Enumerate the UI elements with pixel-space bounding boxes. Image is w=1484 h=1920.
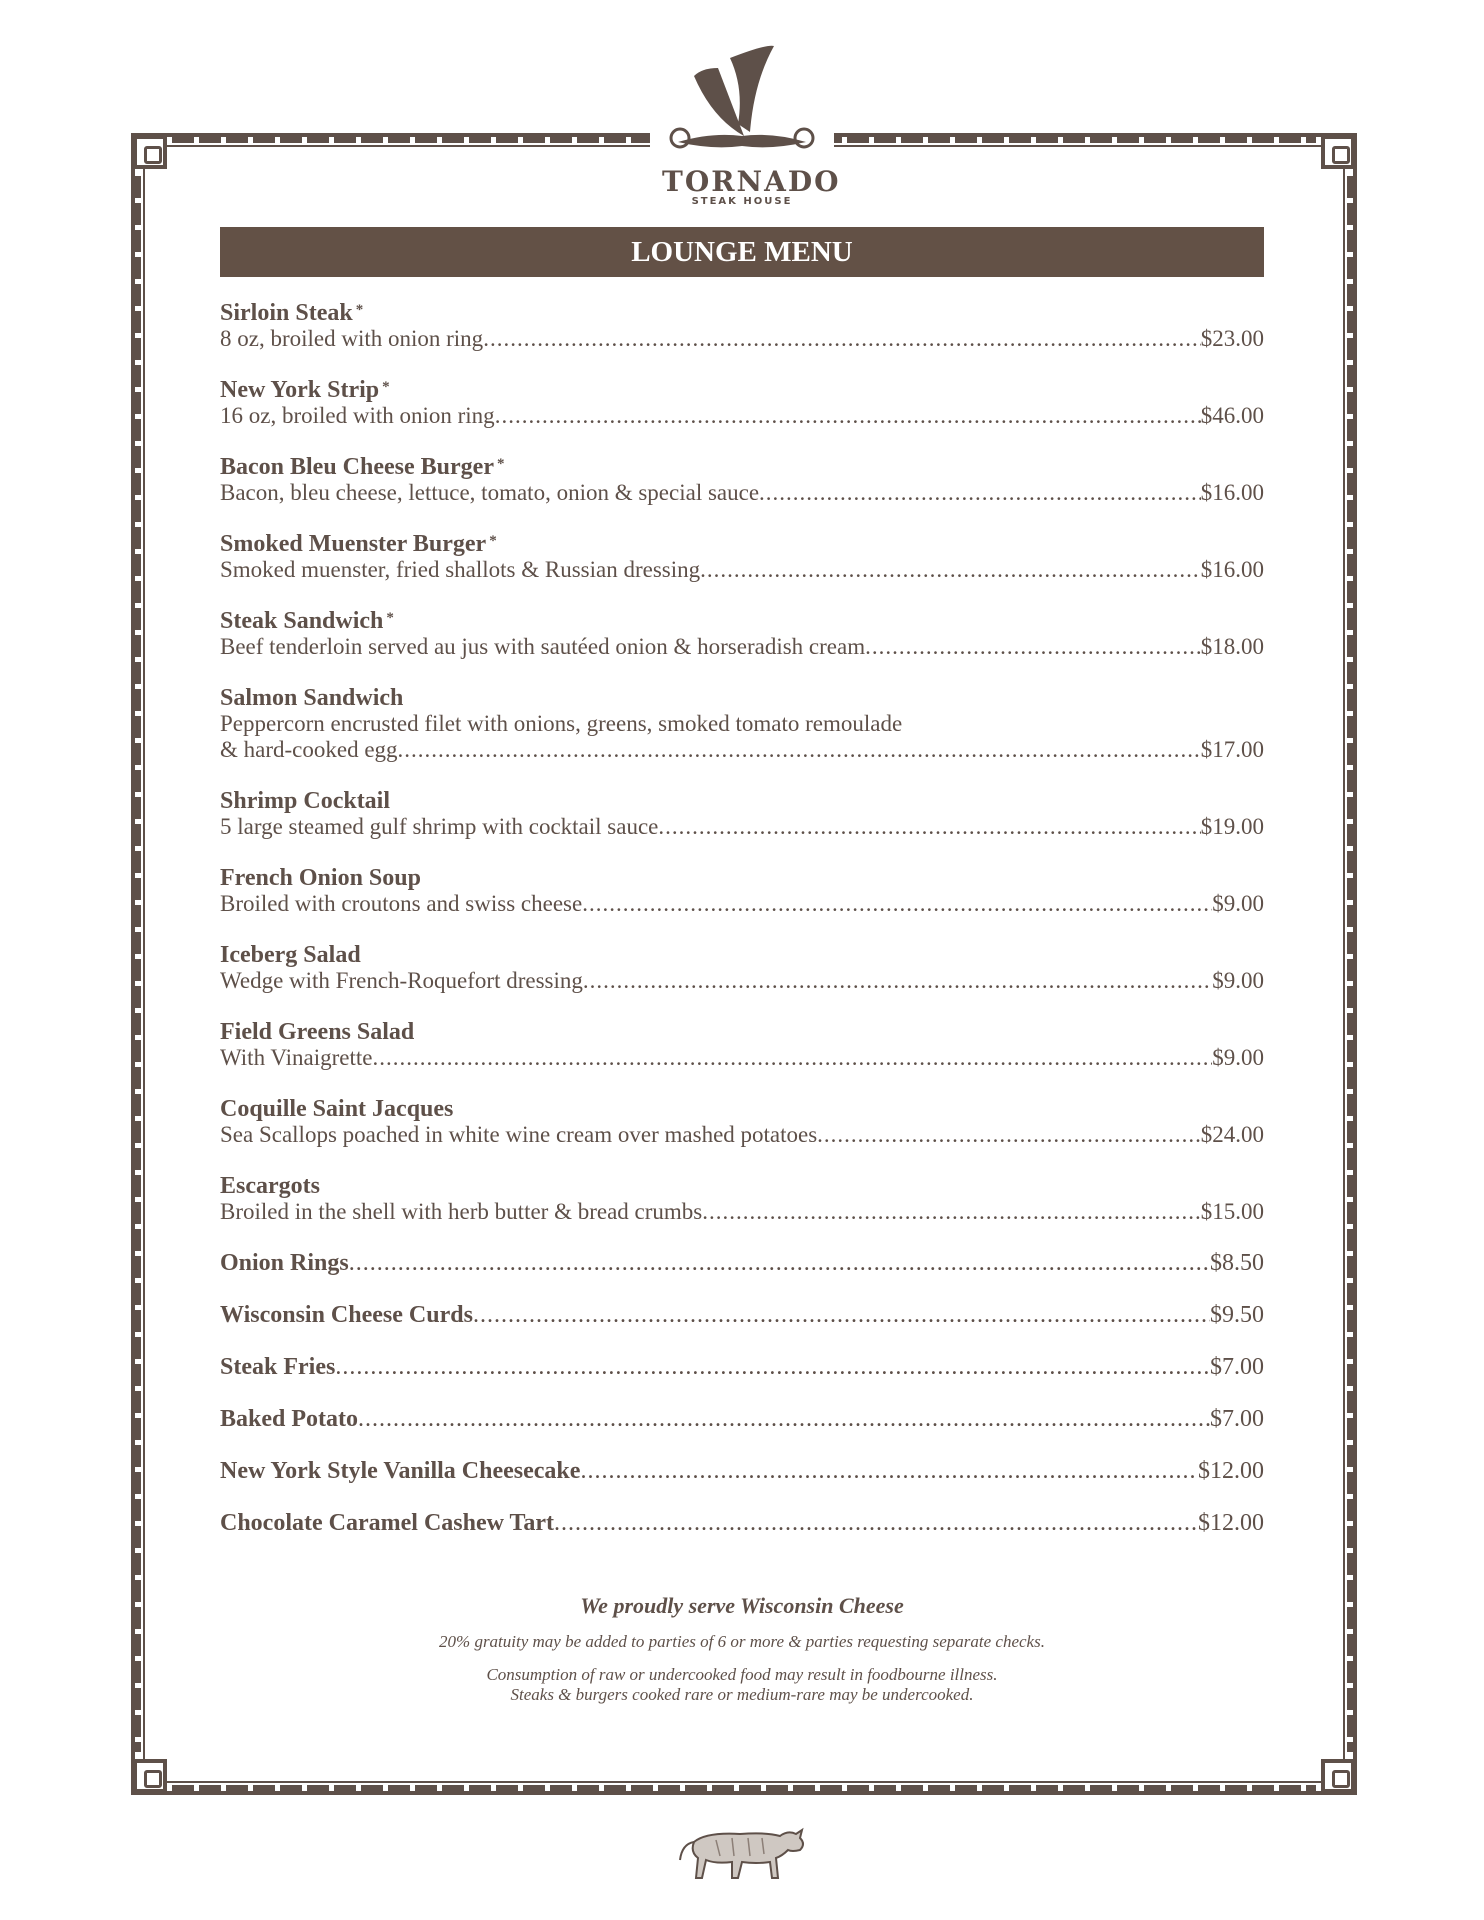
border-rail-left — [135, 176, 141, 1752]
item-price: $15.00 — [1200, 1199, 1264, 1224]
menu-item — [220, 454, 1264, 506]
item-name: Steak Fries — [220, 1354, 336, 1380]
item-description: Wedge with French-Roquefort dressing — [220, 968, 583, 993]
item-price: $46.00 — [1200, 403, 1264, 428]
menu-item — [220, 865, 1264, 917]
item-name: Coquille Saint Jacques — [220, 1096, 454, 1122]
menu-item — [220, 1173, 1264, 1225]
menu-item — [220, 1096, 1264, 1148]
menu-item-simple — [220, 1406, 1264, 1432]
item-name: Shrimp Cocktail — [220, 788, 391, 814]
item-price: $12.00 — [1198, 1458, 1264, 1484]
food-warning-line1: Consumption of raw or undercooked food may result in foodbourne illness. — [486, 1665, 998, 1684]
item-name: Wisconsin Cheese Curds — [220, 1302, 473, 1328]
menu-item — [220, 788, 1264, 840]
star-icon: * — [386, 610, 394, 626]
item-price: $9.00 — [1212, 968, 1264, 993]
star-icon: * — [355, 302, 364, 318]
item-price: $17.00 — [1200, 737, 1264, 762]
brand-subtitle: STEAK HOUSE — [691, 196, 793, 207]
menu-item-simple — [220, 1354, 1264, 1380]
item-description: Bacon, bleu cheese, lettuce, tomato, onion & special sauce — [220, 480, 760, 505]
menu-item — [220, 1019, 1264, 1071]
item-name: French Onion Soup — [220, 865, 421, 891]
border-rail-right — [1347, 176, 1353, 1752]
bull-illustration-icon — [676, 1820, 808, 1886]
item-name: New York Style Vanilla Cheesecake — [220, 1458, 581, 1484]
item-price: $16.00 — [1200, 480, 1264, 505]
item-name: New York Strip — [220, 377, 380, 403]
menu-item — [220, 377, 1264, 429]
item-price: $16.00 — [1200, 557, 1264, 582]
item-description: Sea Scallops poached in white wine cream over mashed potatoes — [220, 1122, 818, 1147]
menu-item — [220, 685, 1264, 763]
item-name: Field Greens Salad — [220, 1019, 415, 1045]
border-corner-bottom-left — [133, 1759, 167, 1793]
border-corner-bottom-right — [1321, 1759, 1355, 1793]
item-description: Broiled in the shell with herb butter & bread crumbs — [220, 1199, 703, 1224]
item-description: Smoked muenster, fried shallots & Russian dressing — [220, 557, 701, 582]
item-name: Steak Sandwich — [220, 608, 384, 634]
item-description: 16 oz, broiled with onion ring — [220, 403, 495, 428]
item-price: $9.50 — [1210, 1302, 1264, 1328]
menu-item — [220, 531, 1264, 583]
item-price: $24.00 — [1200, 1122, 1264, 1147]
gratuity-note: 20% gratuity may be added to parties of 6 or more & parties requesting separate checks. — [439, 1632, 1045, 1651]
item-description: 5 large steamed gulf shrimp with cocktail sauce — [220, 814, 659, 839]
item-name: Sirloin Steak — [220, 300, 353, 326]
item-price: $23.00 — [1200, 326, 1264, 351]
item-price: $8.50 — [1210, 1250, 1264, 1276]
menu-item — [220, 942, 1264, 994]
item-price: $7.00 — [1210, 1406, 1264, 1432]
tagline: We proudly serve Wisconsin Cheese — [580, 1593, 904, 1618]
item-description: 8 oz, broiled with onion ring — [220, 326, 484, 351]
item-name: Salmon Sandwich — [220, 685, 404, 711]
item-description: Broiled with croutons and swiss cheese — [220, 891, 583, 916]
tornado-logo-icon — [650, 40, 834, 170]
menu-title: LOUNGE MENU — [220, 227, 1264, 277]
menu-list — [220, 300, 1264, 1562]
menu-item — [220, 300, 1264, 352]
border-rail-bottom — [172, 1785, 1316, 1791]
menu-item-simple — [220, 1510, 1264, 1536]
item-price: $19.00 — [1200, 814, 1264, 839]
star-icon: * — [382, 379, 390, 395]
item-price: $9.00 — [1212, 1045, 1264, 1070]
item-name: Bacon Bleu Cheese Burger — [220, 454, 494, 480]
item-description: & hard-cooked egg — [220, 737, 398, 762]
border-corner-top-left — [133, 135, 167, 169]
menu-item-simple — [220, 1250, 1264, 1276]
star-icon: * — [489, 533, 497, 549]
menu-item-simple — [220, 1458, 1264, 1484]
item-description-line1: Peppercorn encrusted filet with onions, greens, smoked tomato remoulade — [220, 711, 903, 736]
item-name: Onion Rings — [220, 1250, 349, 1276]
menu-item-simple — [220, 1302, 1264, 1328]
item-name: Escargots — [220, 1173, 320, 1199]
item-price: $18.00 — [1200, 634, 1264, 659]
food-warning — [220, 1665, 1264, 1705]
item-name: Baked Potato — [220, 1406, 358, 1432]
menu-item — [220, 608, 1264, 660]
item-name: Chocolate Caramel Cashew Tart — [220, 1510, 554, 1536]
food-warning-line2: Steaks & burgers cooked rare or medium-rare may be undercooked. — [510, 1685, 974, 1704]
item-description: With Vinaigrette — [220, 1045, 373, 1070]
item-price: $12.00 — [1198, 1510, 1264, 1536]
star-icon: * — [496, 456, 505, 472]
item-price: $7.00 — [1210, 1354, 1264, 1380]
item-description: Beef tenderloin served au jus with sautéed onion & horseradish cream — [220, 634, 866, 659]
item-name: Iceberg Salad — [220, 942, 361, 968]
item-price: $9.00 — [1212, 891, 1264, 916]
brand-name: TORNADO — [662, 165, 841, 198]
item-name: Smoked Muenster Burger — [220, 531, 487, 557]
border-corner-top-right — [1321, 135, 1355, 169]
